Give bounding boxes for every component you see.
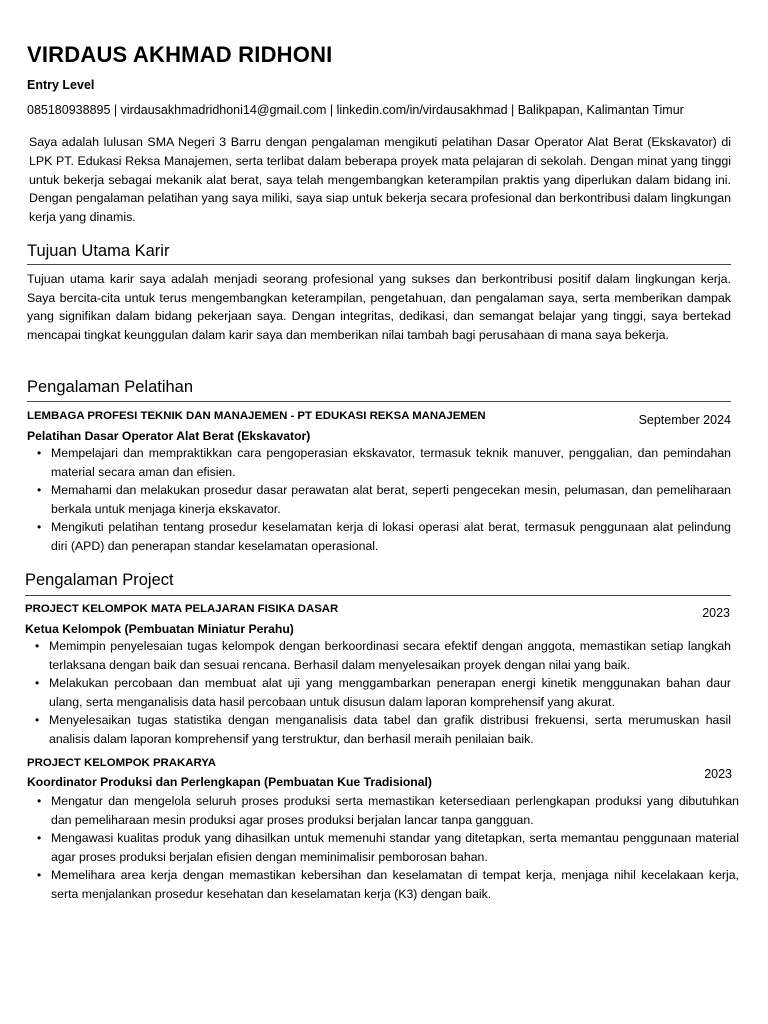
section-title-projects: Pengalaman Project (25, 571, 174, 589)
project-organization: PROJECT KELOMPOK MATA PELAJARAN FISIKA DASAR (25, 603, 339, 615)
list-item: • Mengikuti pelatihan tentang prosedur keselamatan kerja di lokasi operasi alat berat, termasuk penggunaan alat pelindung diri (APD) dan penerapan standar keselamatan operasional. (37, 520, 731, 553)
bullet-icon: • (37, 483, 42, 498)
bullet-icon: • (37, 794, 42, 808)
bullet-icon: • (37, 520, 42, 535)
bullet-icon: • (35, 639, 40, 653)
list-item: • Mempelajari dan mempraktikkan cara pengoperasian ekskavator, termasuk teknik manuver, penggalian, dan pemindahan material secara aman dan efisien. (37, 446, 731, 479)
section-divider (25, 595, 731, 596)
list-item: • Melakukan percobaan dan membuat alat uji yang menggambarkan penerapan energi kinetik menggunakan bahan daur ulang, serta menganalisis data hasil percobaan untuk disusun dalam laporan komprehensif yang akurat. (35, 676, 731, 709)
project-organization: PROJECT KELOMPOK PRAKARYA (27, 757, 217, 769)
bullet-icon: • (35, 676, 40, 691)
project-bullets (37, 792, 739, 904)
training-organization: LEMBAGA PROFESI TEKNIK DAN MANAJEMEN - PT EDUKASI REKSA MANAJEMEN (27, 410, 486, 422)
list-item: • Menyelesaikan tugas statistika dengan menganalisis data tabel dan grafik distribusi frekuensi, serta merumuskan hasil analisis dalam laporan komprehensif yang terstruktur, dan berhasil meraih penilaian baik. (35, 713, 731, 746)
project-date: 2023 (704, 767, 732, 781)
list-item: • Memimpin penyelesaian tugas kelompok dengan berkoordinasi secara efektif dengan anggota, memastikan setiap langkah terlaksana dengan baik dan sesuai rencana. Berhasil dalam menyelesaikan proyek dengan nilai yang baik. (35, 639, 731, 672)
section-divider (27, 264, 731, 265)
bullet-icon: • (37, 446, 42, 460)
list-item: • Mengawasi kualitas produk yang dihasilkan untuk memenuhi standar yang ditetapkan, serta memantau penggunaan material agar proses produksi berjalan efisien dengan meminimalisir pemborosan bahan. (37, 831, 739, 864)
training-role: Pelatihan Dasar Operator Alat Berat (Ekskavator) (27, 429, 311, 443)
profile-summary: Saya adalah lulusan SMA Negeri 3 Barru dengan pengalaman mengikuti pelatihan Dasar Operator Alat Berat (Ekskavator) di LPK PT. Edukasi Reksa Manajemen, serta terlibat dalam beberapa proyek mata pelajaran di sekolah. Dengan minat yang tinggi untuk bekerja sebagai mekanik alat berat, saya telah mengembangkan keterampilan praktis yang diperlukan dalam bidang ini. Dengan pengalaman pelatihan yang saya miliki, saya siap untuk bekerja secara profesional dan berkontribusi dalam lingkungan kerja yang dinamis. (29, 135, 731, 225)
bullet-icon: • (37, 868, 42, 883)
list-item: • Memahami dan melakukan prosedur dasar perawatan alat berat, seperti pengecekan mesin, pelumasan, dan pemeliharaan berkala untuk menjaga kinerja ekskavator. (37, 483, 731, 516)
contact-line: 085180938895 | virdausakhmadridhoni14@gmail.com | linkedin.com/in/virdausakhmad | Balikpapan, Kalimantan Timur (27, 103, 684, 117)
candidate-name: VIRDAUS AKHMAD RIDHONI (27, 42, 333, 67)
list-item: • Memelihara area kerja dengan memastikan kebersihan dan keselamatan di tempat kerja, menjaga nihil kecelakaan kerja, serta menjalankan prosedur kesehatan dan keselamatan kerja (K3) dengan baik. (37, 868, 739, 901)
project-bullets (35, 637, 731, 749)
career-goal-text: Tujuan utama karir saya adalah menjadi seorang profesional yang sukses dan berkontribusi positif dalam lingkungan kerja. Saya bercita-cita untuk terus mengembangkan keterampilan, pengetahuan, dan pengalaman saya, serta memberikan dampak yang signifikan dalam bidang pekerjaan saya. Dengan integritas, dedikasi, dan semangat belajar yang tinggi, saya bertekad mencapai tingkat keunggulan dalam karir saya dan memberikan nilai tambah bagi perusahaan di mana saya bekerja. (27, 272, 731, 342)
section-divider (27, 401, 731, 402)
career-level: Entry Level (27, 78, 95, 92)
project-role: Koordinator Produksi dan Perlengkapan (Pembuatan Kue Tradisional) (27, 775, 432, 789)
project-date: 2023 (702, 606, 730, 620)
training-bullets (37, 444, 731, 556)
bullet-icon: • (37, 831, 42, 846)
section-title-training: Pengalaman Pelatihan (27, 378, 194, 396)
training-date: September 2024 (638, 413, 731, 427)
list-item: • Mengatur dan mengelola seluruh proses produksi serta memastikan ketersediaan perlengkapan produksi yang dibutuhkan dan pemeliharaan mesin produksi agar proses produksi berjalan lancar tanpa gangguan. (37, 794, 739, 827)
section-title-career: Tujuan Utama Karir (27, 242, 170, 260)
project-role: Ketua Kelompok (Pembuatan Miniatur Perahu) (25, 622, 294, 636)
bullet-icon: • (35, 713, 40, 728)
